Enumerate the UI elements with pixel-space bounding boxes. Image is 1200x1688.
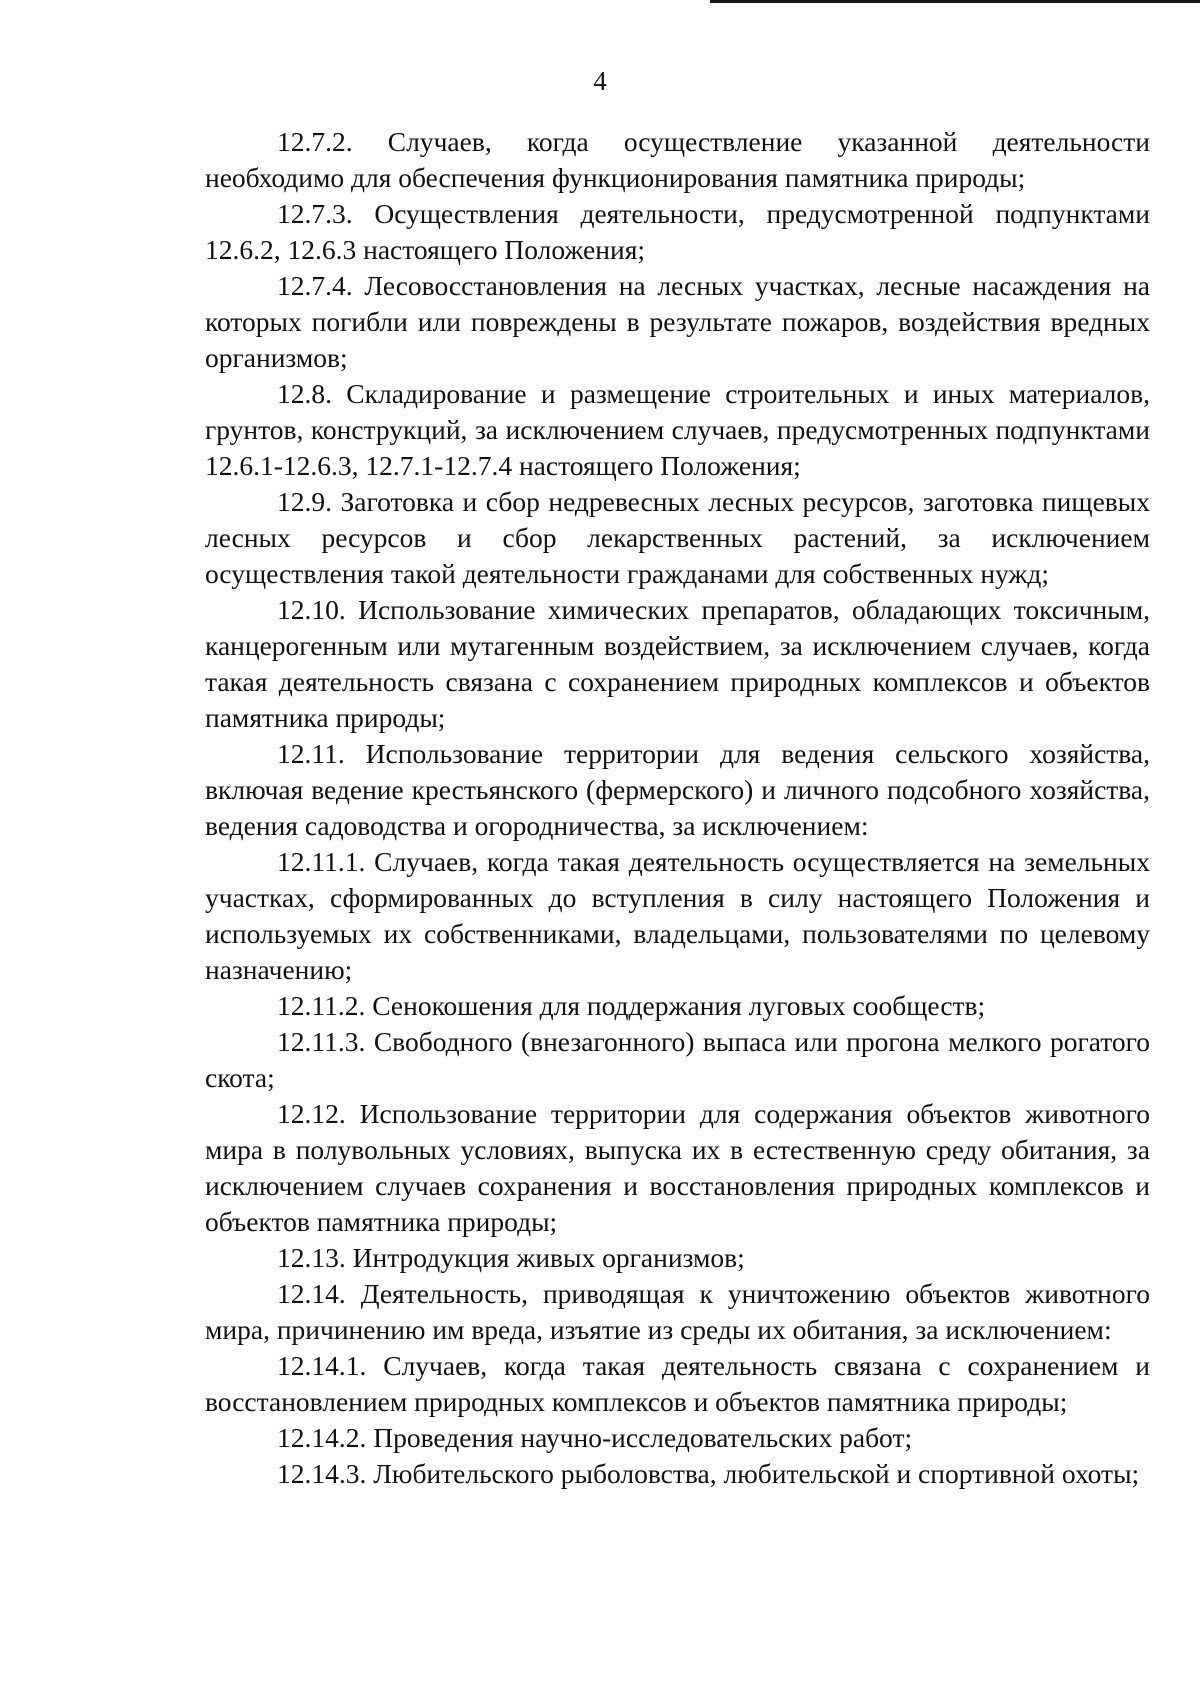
paragraph-12-10: 12.10. Использование химических препаратов, обладающих токсичным, канцерогенным или мутагенным воздействием, за исключением случаев, когда такая деятельность связана с сохранением природных комплексов и объектов памятника природы; [205, 594, 1150, 733]
scan-edge-line [710, 0, 1200, 3]
paragraph-12-14-3: 12.14.3. Любительского рыболовства, любительской и спортивной охоты; [277, 1458, 1140, 1489]
paragraph-12-11: 12.11. Использование территории для ведения сельского хозяйства, включая ведение крестьянского (фермерского) и личного подсобного хозяйства, ведения садоводства и огородничества, за исключением: [205, 738, 1150, 841]
paragraph-12-11-3: 12.11.3. Свободного (внезагонного) выпаса или прогона мелкого рогатого скота; [205, 1026, 1150, 1093]
page-number: 4 [593, 66, 607, 96]
paragraph-12-14: 12.14. Деятельность, приводящая к уничтожению объектов животного мира, причинению им вреда, изъятие из среды их обитания, за исключением: [205, 1278, 1150, 1345]
paragraph-12-14-1: 12.14.1. Случаев, когда такая деятельность связана с сохранением и восстановлением природных комплексов и объектов памятника природы; [205, 1350, 1150, 1417]
paragraph-12-11-1: 12.11.1. Случаев, когда такая деятельность осуществляется на земельных участках, сформированных до вступления в силу настоящего Положения и используемых их собственниками, владельцами, пользователями по целевому назначению; [205, 846, 1150, 985]
paragraph-12-11-2: 12.11.2. Сенокошения для поддержания луговых сообществ; [277, 990, 986, 1021]
paragraph-12-7-3: 12.7.3. Осуществления деятельности, предусмотренной подпунктами 12.6.2, 12.6.3 настоящего Положения; [205, 198, 1150, 265]
paragraph-12-7-2: 12.7.2. Случаев, когда осуществление указанной деятельности необходимо для обеспечения функционирования памятника природы; [205, 126, 1150, 193]
document-body [205, 124, 1150, 1492]
paragraph-12-7-4: 12.7.4. Лесовосстановления на лесных участках, лесные насаждения на которых погибли или повреждены в результате пожаров, воздействия вредных организмов; [205, 270, 1150, 373]
paragraph-12-14-2: 12.14.2. Проведения научно-исследовательских работ; [277, 1422, 913, 1453]
paragraph-12-8: 12.8. Складирование и размещение строительных и иных материалов, грунтов, конструкций, за исключением случаев, предусмотренных подпунктами 12.6.1-12.6.3, 12.7.1-12.7.4 настоящего Положения; [205, 378, 1150, 481]
paragraph-12-9: 12.9. Заготовка и сбор недревесных лесных ресурсов, заготовка пищевых лесных ресурсов и сбор лекарственных растений, за исключением осуществления такой деятельности гражданами для собственных нужд; [205, 486, 1150, 589]
paragraph-12-12: 12.12. Использование территории для содержания объектов животного мира в полувольных условиях, выпуска их в естественную среду обитания, за исключением случаев сохранения и восстановления природных комплексов и объектов памятника природы; [205, 1098, 1150, 1237]
paragraph-12-13: 12.13. Интродукция живых организмов; [277, 1242, 745, 1273]
